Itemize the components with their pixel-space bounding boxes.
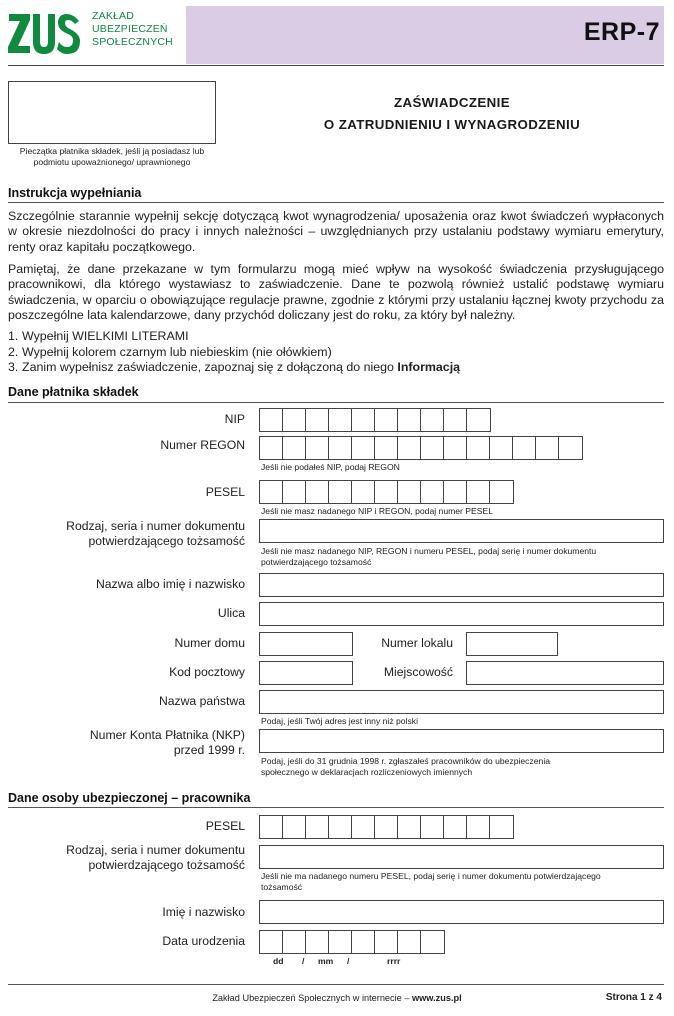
char-cell[interactable]: [329, 409, 352, 431]
char-cell[interactable]: [421, 437, 444, 459]
char-cell[interactable]: [398, 437, 421, 459]
char-cell[interactable]: [421, 409, 444, 431]
footer-url[interactable]: www.zus.pl: [412, 993, 462, 1003]
street-input[interactable]: [259, 602, 664, 626]
insured-doc-label: Rodzaj, seria i numer dokumentu potwierdzającego tożsamość: [66, 843, 245, 872]
char-cell[interactable]: [352, 481, 375, 503]
char-cell[interactable]: [352, 816, 375, 838]
dob-month-hint: mm: [318, 956, 334, 966]
char-cell[interactable]: [444, 481, 467, 503]
char-cell[interactable]: [283, 409, 306, 431]
payer-divider: [8, 402, 664, 403]
logo-line-3: SPOŁECZNYCH: [92, 36, 173, 48]
insured-doc-hint: Jeśli nie ma nadanego numeru PESEL, podaj serię i numer dokumentu potwierdzającego tożsamość: [261, 871, 601, 892]
insured-pesel-input[interactable]: [259, 815, 514, 839]
payer-name-input[interactable]: [259, 573, 664, 597]
insured-name-label: Imię i nazwisko: [162, 905, 245, 919]
char-cell[interactable]: [260, 816, 283, 838]
nkp-input[interactable]: [259, 729, 664, 753]
char-cell[interactable]: [444, 437, 467, 459]
char-cell[interactable]: [375, 409, 398, 431]
country-input[interactable]: [259, 690, 664, 714]
char-cell[interactable]: [375, 931, 398, 953]
char-cell[interactable]: [398, 481, 421, 503]
insured-name-input[interactable]: [259, 900, 664, 924]
char-cell[interactable]: [260, 931, 283, 953]
form-code: ERP-7: [583, 18, 660, 46]
regon-hint: Jeśli nie podałeś NIP, podaj REGON: [261, 462, 400, 472]
insured-doc-input[interactable]: [259, 845, 664, 869]
footer-text: Zakład Ubezpieczeń Społecznych w internecie – www.zus.pl: [212, 993, 462, 1003]
nkp-hint: Podaj, jeśli do 31 grudnia 1998 r. zgłaszałeś pracowników do ubezpieczenia społecznego w deklaracjach rozliczeniowych imiennych: [261, 756, 551, 777]
char-cell[interactable]: [375, 481, 398, 503]
postal-code-input[interactable]: [259, 661, 353, 685]
char-cell[interactable]: [444, 816, 467, 838]
flat-number-label: Numer lokalu: [381, 636, 453, 650]
header-divider: [8, 65, 664, 66]
instruction-item: 3. Zanim wypełnisz zaświadczenie, zapoznaj się z dołączoną do niego Informacją: [8, 360, 461, 374]
birth-date-label: Data urodzenia: [162, 934, 245, 948]
footer-divider: [8, 984, 664, 985]
instructions-para-1: Szczególnie starannie wypełnij sekcję dotyczącą kwot wynagrodzenia/ uposażenia oraz kwot świadczeń wypłaconych w okresie niezdolności do pracy i innych należności – uwzględnianych przy ustalaniu podstawy wymiaru emerytury, renty oraz kapitału początkowego.: [8, 209, 664, 254]
payer-doc-input[interactable]: [259, 519, 664, 543]
instruction-item: 2. Wypełnij kolorem czarnym lub niebieskim (nie ołówkiem): [8, 344, 332, 359]
stamp-caption: Pieczątka płatnika składek, jeśli ją posiadasz lub podmiotu upoważnionego/ uprawnionego: [19, 146, 205, 167]
char-cell[interactable]: [283, 481, 306, 503]
city-input[interactable]: [466, 661, 664, 685]
payer-doc-hint: Jeśli nie masz nadanego NIP, REGON i numeru PESEL, podaj serię i numer dokumentu potwierdzającego tożsamość: [261, 546, 597, 567]
insured-pesel-label: PESEL: [205, 819, 245, 833]
instructions-list: [8, 329, 664, 376]
char-cell[interactable]: [513, 437, 536, 459]
form-title: [240, 92, 664, 136]
dob-day-hint: dd: [273, 956, 284, 966]
regon-input[interactable]: [259, 436, 583, 460]
country-label: Nazwa państwa: [158, 694, 245, 708]
char-cell[interactable]: [398, 409, 421, 431]
char-cell[interactable]: [421, 481, 444, 503]
regon-label: Numer REGON: [160, 438, 245, 452]
char-cell[interactable]: [306, 816, 329, 838]
form-title-line-1: ZAŚWIADCZENIE: [393, 95, 510, 110]
char-cell[interactable]: [306, 437, 329, 459]
char-cell[interactable]: [467, 481, 490, 503]
nip-label: NIP: [224, 412, 245, 426]
char-cell[interactable]: [490, 437, 513, 459]
char-cell[interactable]: [352, 931, 375, 953]
city-label: Miejscowość: [383, 665, 453, 679]
form-title-line-2: O ZATRUDNIENIU I WYNAGRODZENIU: [323, 117, 581, 132]
char-cell[interactable]: [421, 816, 444, 838]
char-cell[interactable]: [444, 409, 467, 431]
char-cell[interactable]: [260, 481, 283, 503]
dob-sep-1: /: [302, 956, 305, 966]
char-cell[interactable]: [398, 816, 421, 838]
zus-logo-text: [92, 10, 173, 49]
char-cell[interactable]: [329, 816, 352, 838]
char-cell[interactable]: [352, 437, 375, 459]
logo-line-2: UBEZPIECZEŃ: [92, 23, 168, 35]
char-cell[interactable]: [559, 437, 582, 459]
page-number: Strona 1 z 4: [605, 992, 662, 1003]
payer-name-label: Nazwa albo imię i nazwisko: [95, 577, 245, 591]
nkp-label: Numer Konta Płatnika (NKP) przed 1999 r.: [89, 728, 245, 757]
char-cell[interactable]: [375, 816, 398, 838]
instructions-heading: Instrukcja wypełniania: [8, 186, 142, 200]
char-cell[interactable]: [283, 816, 306, 838]
char-cell[interactable]: [306, 409, 329, 431]
char-cell[interactable]: [467, 816, 490, 838]
char-cell[interactable]: [421, 931, 444, 953]
char-cell[interactable]: [536, 437, 559, 459]
zus-logo-mark: [8, 10, 82, 58]
char-cell[interactable]: [352, 409, 375, 431]
char-cell[interactable]: [398, 931, 421, 953]
dob-sep-2: /: [347, 956, 350, 966]
char-cell[interactable]: [467, 437, 490, 459]
char-cell[interactable]: [329, 437, 352, 459]
char-cell[interactable]: [467, 409, 490, 431]
char-cell[interactable]: [306, 481, 329, 503]
char-cell[interactable]: [260, 409, 283, 431]
insured-divider: [8, 807, 664, 808]
char-cell[interactable]: [306, 931, 329, 953]
house-number-input[interactable]: [259, 632, 353, 656]
street-label: Ulica: [217, 606, 245, 620]
logo-line-1: ZAKŁAD: [92, 10, 135, 22]
char-cell[interactable]: [490, 816, 513, 838]
informacja-link: Informacją: [397, 360, 461, 374]
char-cell[interactable]: [329, 931, 352, 953]
instructions-para-2: Pamiętaj, że dane przekazane w tym formularzu mogą mieć wpływ na wysokość świadczenia przysługującego pracownikowi, dla którego wystawiasz to zaświadczenie. Dane te pozwolą również ustalić podstawę wymiaru świadczenia, w oparciu o obowiązujące regulacje prawne, zgodnie z którymi przy ustalaniu łącznej kwoty przychodu za poszczególne lata kalendarzowe, dany przychód doliczany jest do roku, za który był należny.: [8, 262, 664, 323]
instruction-item: 1. Wypełnij WIELKIMI LITERAMI: [8, 329, 189, 343]
char-cell[interactable]: [283, 437, 306, 459]
flat-number-input[interactable]: [466, 632, 558, 656]
nip-input[interactable]: [259, 408, 491, 432]
stamp-box[interactable]: [8, 81, 216, 144]
char-cell[interactable]: [329, 481, 352, 503]
country-hint: Podaj, jeśli Twój adres jest inny niż polski: [261, 716, 418, 726]
dob-year-hint: rrrr: [387, 956, 401, 966]
char-cell[interactable]: [375, 437, 398, 459]
house-number-label: Numer domu: [174, 636, 245, 650]
char-cell[interactable]: [283, 931, 306, 953]
char-cell[interactable]: [260, 437, 283, 459]
payer-doc-label: Rodzaj, seria i numer dokumentu potwierdzającego tożsamość: [66, 519, 245, 548]
payer-pesel-label: PESEL: [205, 485, 245, 499]
char-cell[interactable]: [490, 481, 513, 503]
payer-pesel-input[interactable]: [259, 480, 514, 504]
zus-logo: [8, 8, 176, 60]
insured-heading: Dane osoby ubezpieczonej – pracownika: [8, 791, 251, 805]
postal-code-label: Kod pocztowy: [169, 665, 245, 679]
birth-date-input[interactable]: [259, 930, 445, 954]
instructions-divider: [8, 202, 664, 203]
payer-heading: Dane płatnika składek: [8, 385, 139, 399]
payer-pesel-hint: Jeśli nie masz nadanego NIP i REGON, podaj numer PESEL: [261, 506, 493, 516]
